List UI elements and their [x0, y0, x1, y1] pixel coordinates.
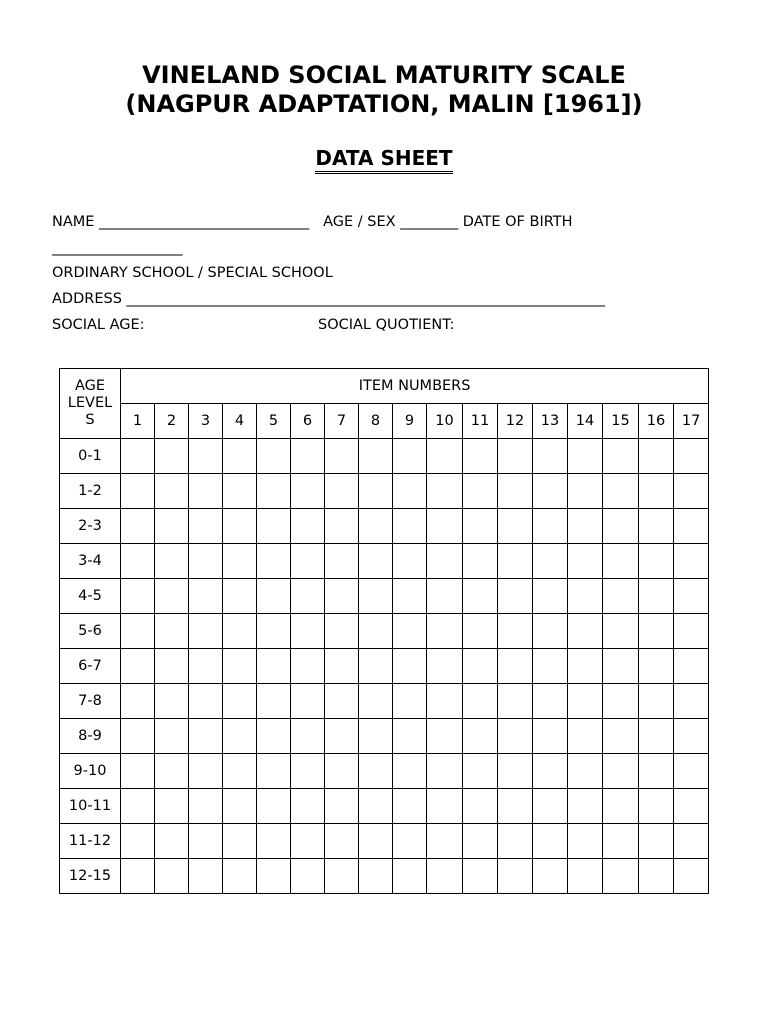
- score-cell: [189, 439, 223, 474]
- score-cell: [121, 684, 155, 719]
- age-level-label: 5-6: [60, 614, 121, 649]
- table-row: [60, 754, 709, 789]
- score-cell: [427, 754, 463, 789]
- score-cell: [463, 754, 498, 789]
- score-cell: [155, 824, 189, 859]
- score-cell: [325, 754, 359, 789]
- score-cell: [603, 789, 639, 824]
- age-level-label: 2-3: [60, 509, 121, 544]
- age-level-label: 12-15: [60, 859, 121, 894]
- score-cell: [359, 439, 393, 474]
- score-cell: [603, 719, 639, 754]
- age-level-label: 9-10: [60, 754, 121, 789]
- score-cell: [427, 509, 463, 544]
- score-cell: [359, 509, 393, 544]
- score-cell: [533, 439, 568, 474]
- score-cell: [325, 439, 359, 474]
- score-cell: [155, 439, 189, 474]
- score-cell: [189, 684, 223, 719]
- score-cell: [155, 754, 189, 789]
- score-cell: [639, 789, 674, 824]
- score-cell: [121, 474, 155, 509]
- score-cell: [639, 649, 674, 684]
- social-quotient-field: SOCIAL QUOTIENT:: [318, 317, 455, 333]
- score-cell: [223, 544, 257, 579]
- item-number-header: 15: [603, 404, 639, 439]
- score-cell: [189, 719, 223, 754]
- score-cell: [427, 789, 463, 824]
- age-level-label: 1-2: [60, 474, 121, 509]
- score-cell: [359, 579, 393, 614]
- score-cell: [291, 719, 325, 754]
- social-age-field: SOCIAL AGE:: [52, 317, 145, 333]
- item-number-header: 4: [223, 404, 257, 439]
- header-row-1: [60, 369, 709, 404]
- table-row: [60, 439, 709, 474]
- age-header-line-2: LEVEL: [67, 395, 113, 411]
- score-cell: [533, 859, 568, 894]
- score-cell: [427, 439, 463, 474]
- score-cell: [393, 684, 427, 719]
- score-cell: [568, 789, 603, 824]
- age-header-line-3: S: [85, 412, 95, 428]
- score-cell: [393, 579, 427, 614]
- score-cell: [674, 719, 709, 754]
- score-cell: [674, 614, 709, 649]
- score-cell: [291, 544, 325, 579]
- table-row: [60, 684, 709, 719]
- score-cell: [257, 614, 291, 649]
- score-cell: [639, 719, 674, 754]
- score-cell: [189, 649, 223, 684]
- item-number-header: 16: [639, 404, 674, 439]
- score-cell: [121, 824, 155, 859]
- score-cell: [568, 544, 603, 579]
- score-cell: [568, 859, 603, 894]
- table-row: [60, 614, 709, 649]
- item-numbers-header: ITEM NUMBERS: [121, 369, 709, 404]
- table-row: [60, 789, 709, 824]
- score-cell: [603, 684, 639, 719]
- item-number-header: 10: [427, 404, 463, 439]
- score-cell: [393, 859, 427, 894]
- score-cell: [639, 474, 674, 509]
- score-cell: [223, 509, 257, 544]
- score-cell: [189, 859, 223, 894]
- score-cell: [674, 649, 709, 684]
- score-cell: [603, 754, 639, 789]
- score-cell: [427, 544, 463, 579]
- age-level-label: 8-9: [60, 719, 121, 754]
- score-cell: [393, 474, 427, 509]
- score-cell: [427, 579, 463, 614]
- score-cell: [223, 719, 257, 754]
- score-cell: [223, 474, 257, 509]
- document-title-line-2: (NAGPUR ADAPTATION, MALIN [1961]): [125, 90, 643, 118]
- score-cell: [674, 754, 709, 789]
- score-cell: [463, 614, 498, 649]
- score-cell: [325, 789, 359, 824]
- score-cell: [121, 579, 155, 614]
- score-cell: [189, 474, 223, 509]
- table-row: [60, 719, 709, 754]
- score-cell: [498, 859, 533, 894]
- score-cell: [257, 579, 291, 614]
- score-cell: [568, 439, 603, 474]
- score-cell: [155, 544, 189, 579]
- table-row: [60, 509, 709, 544]
- score-cell: [155, 684, 189, 719]
- score-cell: [498, 824, 533, 859]
- score-cell: [291, 439, 325, 474]
- score-cell: [568, 509, 603, 544]
- score-cell: [427, 474, 463, 509]
- age-levels-header: [60, 369, 121, 439]
- table-body: [60, 439, 709, 894]
- data-table: [59, 368, 709, 894]
- score-cell: [189, 754, 223, 789]
- score-cell: [291, 579, 325, 614]
- name-age-sex-dob-field: NAME _____________________________ AGE / SEX ________ DATE OF BIRTH: [52, 214, 573, 230]
- address-field: ADDRESS __________________________________________________________________: [52, 291, 606, 307]
- item-number-header: 2: [155, 404, 189, 439]
- score-cell: [533, 614, 568, 649]
- score-cell: [223, 614, 257, 649]
- age-level-label: 7-8: [60, 684, 121, 719]
- score-cell: [498, 474, 533, 509]
- table-row: [60, 649, 709, 684]
- score-cell: [325, 859, 359, 894]
- score-cell: [674, 544, 709, 579]
- score-cell: [463, 789, 498, 824]
- score-cell: [463, 649, 498, 684]
- item-number-header: 13: [533, 404, 568, 439]
- score-cell: [291, 614, 325, 649]
- score-cell: [325, 614, 359, 649]
- score-cell: [155, 719, 189, 754]
- score-cell: [189, 579, 223, 614]
- score-cell: [533, 684, 568, 719]
- score-cell: [121, 614, 155, 649]
- item-number-header: 6: [291, 404, 325, 439]
- score-cell: [568, 614, 603, 649]
- score-cell: [639, 754, 674, 789]
- score-cell: [359, 754, 393, 789]
- score-cell: [121, 509, 155, 544]
- score-cell: [155, 474, 189, 509]
- item-number-header: 14: [568, 404, 603, 439]
- age-level-label: 10-11: [60, 789, 121, 824]
- score-cell: [325, 684, 359, 719]
- score-cell: [189, 789, 223, 824]
- score-cell: [121, 649, 155, 684]
- score-cell: [639, 614, 674, 649]
- score-cell: [463, 474, 498, 509]
- score-cell: [498, 544, 533, 579]
- score-cell: [291, 474, 325, 509]
- score-cell: [359, 789, 393, 824]
- score-cell: [568, 474, 603, 509]
- score-cell: [257, 789, 291, 824]
- score-cell: [533, 509, 568, 544]
- score-cell: [427, 719, 463, 754]
- score-cell: [223, 754, 257, 789]
- score-cell: [359, 614, 393, 649]
- score-cell: [155, 789, 189, 824]
- score-cell: [291, 509, 325, 544]
- score-cell: [155, 649, 189, 684]
- score-cell: [223, 859, 257, 894]
- score-cell: [463, 684, 498, 719]
- data-sheet-heading: [0, 146, 768, 170]
- score-cell: [189, 509, 223, 544]
- score-cell: [121, 859, 155, 894]
- table-row: [60, 824, 709, 859]
- score-cell: [189, 824, 223, 859]
- score-cell: [223, 579, 257, 614]
- score-cell: [291, 754, 325, 789]
- score-cell: [325, 544, 359, 579]
- score-cell: [463, 579, 498, 614]
- score-cell: [189, 544, 223, 579]
- score-cell: [359, 474, 393, 509]
- table-row: [60, 859, 709, 894]
- score-cell: [568, 684, 603, 719]
- score-cell: [603, 859, 639, 894]
- score-cell: [498, 789, 533, 824]
- score-cell: [533, 544, 568, 579]
- score-cell: [568, 824, 603, 859]
- score-cell: [498, 719, 533, 754]
- document-title-line-1: VINELAND SOCIAL MATURITY SCALE: [142, 61, 626, 89]
- score-cell: [121, 719, 155, 754]
- score-cell: [155, 859, 189, 894]
- score-cell: [257, 474, 291, 509]
- score-cell: [533, 719, 568, 754]
- score-cell: [257, 859, 291, 894]
- school-type-field: ORDINARY SCHOOL / SPECIAL SCHOOL: [52, 265, 333, 281]
- score-cell: [639, 579, 674, 614]
- score-cell: [427, 684, 463, 719]
- item-number-header: 3: [189, 404, 223, 439]
- score-cell: [257, 439, 291, 474]
- score-cell: [463, 859, 498, 894]
- score-cell: [359, 719, 393, 754]
- score-cell: [257, 824, 291, 859]
- header-row-2: [60, 404, 709, 439]
- item-number-header: 7: [325, 404, 359, 439]
- score-cell: [498, 439, 533, 474]
- score-cell: [533, 474, 568, 509]
- score-cell: [291, 684, 325, 719]
- score-cell: [121, 439, 155, 474]
- score-cell: [121, 789, 155, 824]
- score-cell: [498, 614, 533, 649]
- score-cell: [533, 789, 568, 824]
- score-cell: [639, 509, 674, 544]
- item-number-header: 12: [498, 404, 533, 439]
- score-cell: [498, 509, 533, 544]
- score-cell: [393, 824, 427, 859]
- score-cell: [291, 824, 325, 859]
- score-cell: [674, 474, 709, 509]
- score-cell: [359, 544, 393, 579]
- score-cell: [463, 544, 498, 579]
- score-cell: [155, 509, 189, 544]
- score-cell: [155, 614, 189, 649]
- score-cell: [674, 579, 709, 614]
- item-number-header: 17: [674, 404, 709, 439]
- score-cell: [393, 754, 427, 789]
- score-cell: [223, 684, 257, 719]
- score-cell: [427, 859, 463, 894]
- score-cell: [223, 649, 257, 684]
- item-number-header: 5: [257, 404, 291, 439]
- score-cell: [498, 684, 533, 719]
- score-cell: [121, 754, 155, 789]
- age-header-line-1: AGE: [74, 378, 106, 394]
- score-cell: [393, 789, 427, 824]
- score-cell: [359, 649, 393, 684]
- score-cell: [603, 509, 639, 544]
- age-level-label: 4-5: [60, 579, 121, 614]
- score-cell: [359, 859, 393, 894]
- score-cell: [674, 859, 709, 894]
- score-cell: [498, 579, 533, 614]
- score-cell: [223, 824, 257, 859]
- score-cell: [639, 824, 674, 859]
- score-cell: [674, 439, 709, 474]
- score-cell: [257, 649, 291, 684]
- score-cell: [533, 579, 568, 614]
- score-cell: [603, 579, 639, 614]
- score-cell: [291, 789, 325, 824]
- item-number-header: 8: [359, 404, 393, 439]
- score-cell: [674, 789, 709, 824]
- score-cell: [568, 649, 603, 684]
- age-level-label: 11-12: [60, 824, 121, 859]
- data-sheet-heading-text: DATA SHEET: [315, 146, 452, 174]
- score-cell: [325, 474, 359, 509]
- score-cell: [674, 684, 709, 719]
- score-cell: [257, 719, 291, 754]
- score-cell: [533, 649, 568, 684]
- score-cell: [291, 649, 325, 684]
- score-cell: [498, 754, 533, 789]
- score-cell: [393, 649, 427, 684]
- score-cell: [257, 684, 291, 719]
- score-cell: [639, 859, 674, 894]
- score-cell: [393, 509, 427, 544]
- score-cell: [533, 824, 568, 859]
- score-cell: [325, 579, 359, 614]
- score-cell: [325, 824, 359, 859]
- score-cell: [121, 544, 155, 579]
- score-cell: [639, 439, 674, 474]
- score-cell: [291, 859, 325, 894]
- score-cell: [393, 614, 427, 649]
- score-cell: [427, 614, 463, 649]
- score-cell: [568, 754, 603, 789]
- score-cell: [257, 509, 291, 544]
- table-row: [60, 544, 709, 579]
- age-level-label: 0-1: [60, 439, 121, 474]
- item-number-header: 11: [463, 404, 498, 439]
- item-number-header: 1: [121, 404, 155, 439]
- table-row: [60, 579, 709, 614]
- score-cell: [674, 509, 709, 544]
- score-cell: [393, 439, 427, 474]
- score-cell: [533, 754, 568, 789]
- score-cell: [325, 719, 359, 754]
- score-cell: [155, 579, 189, 614]
- score-cell: [359, 824, 393, 859]
- score-cell: [639, 684, 674, 719]
- score-cell: [498, 649, 533, 684]
- score-cell: [603, 649, 639, 684]
- score-cell: [603, 824, 639, 859]
- score-cell: [189, 614, 223, 649]
- score-cell: [639, 544, 674, 579]
- score-cell: [568, 719, 603, 754]
- score-cell: [223, 439, 257, 474]
- score-cell: [427, 824, 463, 859]
- score-cell: [568, 579, 603, 614]
- score-cell: [325, 649, 359, 684]
- score-cell: [463, 439, 498, 474]
- score-cell: [325, 509, 359, 544]
- score-cell: [463, 719, 498, 754]
- score-cell: [603, 474, 639, 509]
- table-row: [60, 474, 709, 509]
- score-cell: [463, 509, 498, 544]
- score-cell: [603, 439, 639, 474]
- score-cell: [223, 789, 257, 824]
- score-cell: [603, 544, 639, 579]
- score-cell: [463, 824, 498, 859]
- item-number-header: 9: [393, 404, 427, 439]
- score-cell: [393, 544, 427, 579]
- score-cell: [359, 684, 393, 719]
- score-cell: [257, 544, 291, 579]
- score-cell: [257, 754, 291, 789]
- score-cell: [674, 824, 709, 859]
- score-cell: [603, 614, 639, 649]
- age-level-label: 3-4: [60, 544, 121, 579]
- date-of-birth-blank: __________________: [52, 240, 183, 256]
- age-level-label: 6-7: [60, 649, 121, 684]
- score-cell: [427, 649, 463, 684]
- score-cell: [393, 719, 427, 754]
